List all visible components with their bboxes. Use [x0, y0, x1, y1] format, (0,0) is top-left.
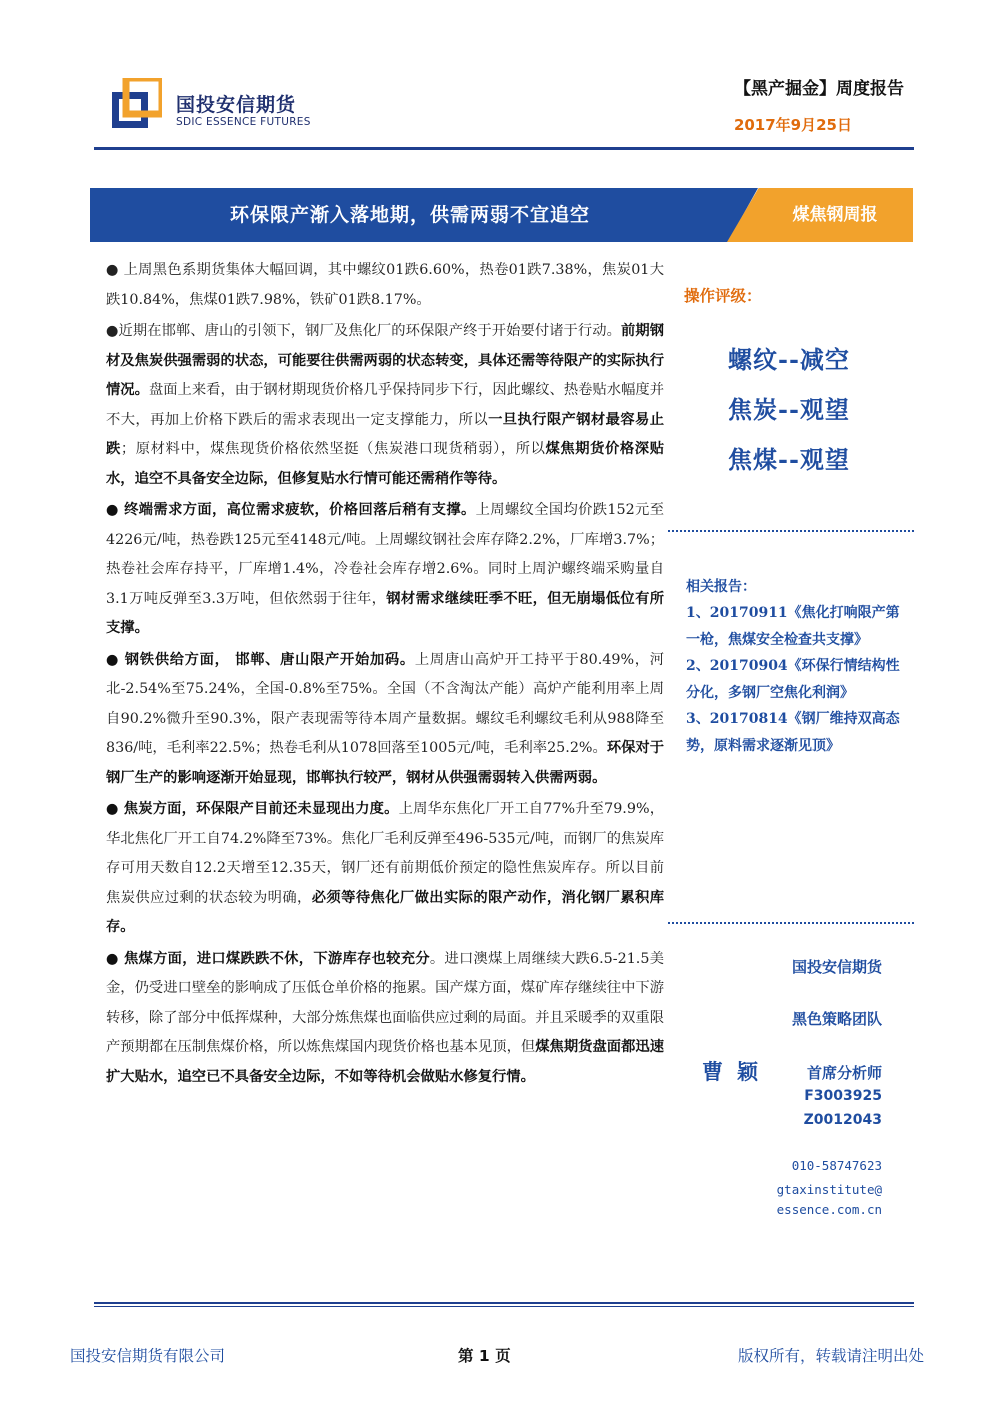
related-report-item[interactable]: 2、20170904《环保行情结构性分化，多钢厂空焦化利润》 — [686, 658, 900, 701]
paragraph-market-review — [106, 256, 664, 315]
paragraph-emphasis: 煤焦期货盘面都迅速扩大贴水，追空已不具备安全边际，不如等待机会做贴水修复行情。 — [106, 1039, 665, 1085]
paragraph-emphasis: 必须等待焦化厂做出实际的限产动作，消化钢厂累积库存。 — [106, 889, 665, 935]
paragraph-text: ●近期在邯郸、唐山的引领下，钢厂及焦化厂的环保限产终于开始要付诸于行动。 — [106, 323, 621, 339]
header-divider — [94, 147, 914, 150]
paragraph-coke — [106, 795, 664, 943]
paragraph-text: 上周华东焦化厂开工自77%升至79.9%，华北焦化厂开工自74.2%降至73%。焦化厂毛利反弹至496-535元/吨，而钢厂的焦炭库存可用天数自12.2天增至12.35天，钢厂还有前期低价预定的隐性焦炭库存。所以目前焦炭供应过剩的状态较为明确， — [106, 801, 664, 906]
analyst-certificate: Z0012043 — [803, 1112, 882, 1128]
report-type: 【黑产掘金】周度报告 — [734, 79, 904, 99]
rating-heading: 操作评级： — [684, 286, 762, 305]
paragraph-emphasis: ● 钢铁供给方面， 邯郸、唐山限产开始加码。 — [106, 651, 415, 668]
paragraph-text: ；原材料中，煤焦现货价格依然坚挺（焦炭港口现货稍弱），所以 — [120, 441, 546, 457]
paragraph-text: 盘面上来看，由于钢材期现货价格几乎保持同步下行，因此螺纹、热卷贴水幅度并不大，再加上价格下跌后的需求表现出一定支撑能力，所以 — [106, 382, 665, 428]
paragraph-demand — [106, 496, 664, 644]
related-reports-heading: 相关报告： — [686, 579, 756, 595]
paragraph-emphasis: 一旦执行限产钢材最容易止跌 — [106, 411, 664, 457]
paragraph-emphasis: ● 焦煤方面，进口煤跌跌不休，下游库存也较充分 — [106, 950, 430, 967]
report-title: 环保限产渐入落地期，供需两弱不宜追空 — [229, 204, 590, 226]
paragraph-coking-coal — [106, 945, 664, 1093]
rating-rebar: 螺纹--减空 — [728, 345, 850, 374]
paragraph-text: 上周唐山高炉开工持平于80.49%，河北-2.54%至75.24%，全国-0.8%至75%。全国（不含淘汰产能）高炉产能利用率上周自90.2%微升至90.3%，限产表现需等待本周产量数据。螺纹毛利螺纹毛利从988降至836/吨，毛利率22.5%；热卷毛利从1078回落至1005元/吨，毛利率25.2%。 — [106, 651, 664, 756]
paragraph-text: 上周螺纹全国均价跌152元至4226元/吨，热卷跌125元至4148元/吨。上周螺纹钢社会库存降2.2%，厂库增3.7%；热卷社会库存持平，厂库增1.4%，冷卷社会库存增2.6%。同时上周沪螺终端采购量自3.1万吨反弹至3.3万吨，但依然弱于往年， — [106, 502, 665, 607]
paragraph-steel-supply — [106, 646, 664, 794]
rating-coke: 焦炭--观望 — [728, 395, 850, 424]
related-reports-list — [686, 600, 908, 759]
footer-company: 国投安信期货有限公司 — [70, 1347, 226, 1365]
contact-email[interactable]: essence.com.cn — [776, 1202, 882, 1217]
analyst-title: 首席分析师 — [806, 1064, 882, 1082]
related-report-item[interactable]: 1、20170911《焦化打响限产第一枪，焦煤安全检查共支撑》 — [686, 605, 900, 648]
analyst-name: 曹颖 — [702, 1059, 772, 1084]
related-report-item[interactable]: 3、20170814《钢厂维持双高态势，原料需求逐渐见顶》 — [686, 711, 900, 754]
contact-phone: 010-58747623 — [791, 1158, 882, 1173]
rating-coking-coal: 焦煤--观望 — [728, 445, 850, 474]
report-date: 2017年9月25日 — [733, 116, 852, 134]
paragraph-emphasis: 前期钢材及焦炭供强需弱的状态，可能要往供需两弱的状态转变，具体还需等待限产的实际执行情况。 — [106, 323, 664, 398]
footer-copyright: 版权所有，转载请注明出处 — [737, 1347, 924, 1365]
logo-name-cn: 国投安信期货 — [176, 94, 297, 116]
page-number: 第 1 页 — [458, 1347, 511, 1365]
team-name: 黑色策略团队 — [791, 1010, 882, 1028]
main-body — [106, 256, 664, 1094]
paragraph-emphasis: 钢材需求继续旺季不旺，但无崩塌低位有所支撑。 — [106, 590, 664, 636]
paragraph-text: 。进口澳煤上周继续大跌6.5-21.5美金，仍受进口壁垒的影响成了压低仓单价格的拖累。国产煤方面，煤矿库存继续往中下游转移，除了部分中低挥煤种，大部分炼焦煤也面临供应过剩的局面。并且采暖季的双重限产预期都在压制焦煤价格，所以炼焦煤国内现货价格也基本见顶，但 — [106, 950, 664, 1055]
contact-email[interactable]: gtaxinstitute@ — [776, 1182, 882, 1197]
paragraph-environmental-policy — [106, 317, 664, 494]
company-name: 国投安信期货 — [791, 958, 882, 976]
analyst-certificate: F3003925 — [804, 1088, 882, 1104]
logo-name-en: SDIC ESSENCE FUTURES — [176, 116, 311, 128]
paragraph-emphasis: 煤焦期货价格深贴水，追空不具备安全边际，但修复贴水行情可能还需稍作等待。 — [106, 441, 664, 487]
report-category: 煤焦钢周报 — [792, 205, 878, 225]
company-logo-icon — [112, 78, 162, 128]
footer-divider — [94, 1306, 914, 1307]
paragraph-text: ● 上周黑色系期货集体大幅回调，其中螺纹01跌6.60%，热卷01跌7.38%，焦炭01大跌10.84%，焦煤01跌7.98%，铁矿01跌8.17%。 — [106, 262, 664, 308]
paragraph-emphasis: ● 终端需求方面，高位需求疲软，价格回落后稍有支撑。 — [106, 502, 476, 518]
side-divider — [668, 530, 914, 532]
footer-divider — [94, 1302, 914, 1304]
paragraph-emphasis: 环保对于钢厂生产的影响逐渐开始显现，邯郸执行较严，钢材从供强需弱转入供需两弱。 — [106, 740, 665, 786]
side-divider — [668, 922, 914, 924]
paragraph-emphasis: ● 焦炭方面，环保限产目前还未显现出力度。 — [106, 801, 399, 817]
